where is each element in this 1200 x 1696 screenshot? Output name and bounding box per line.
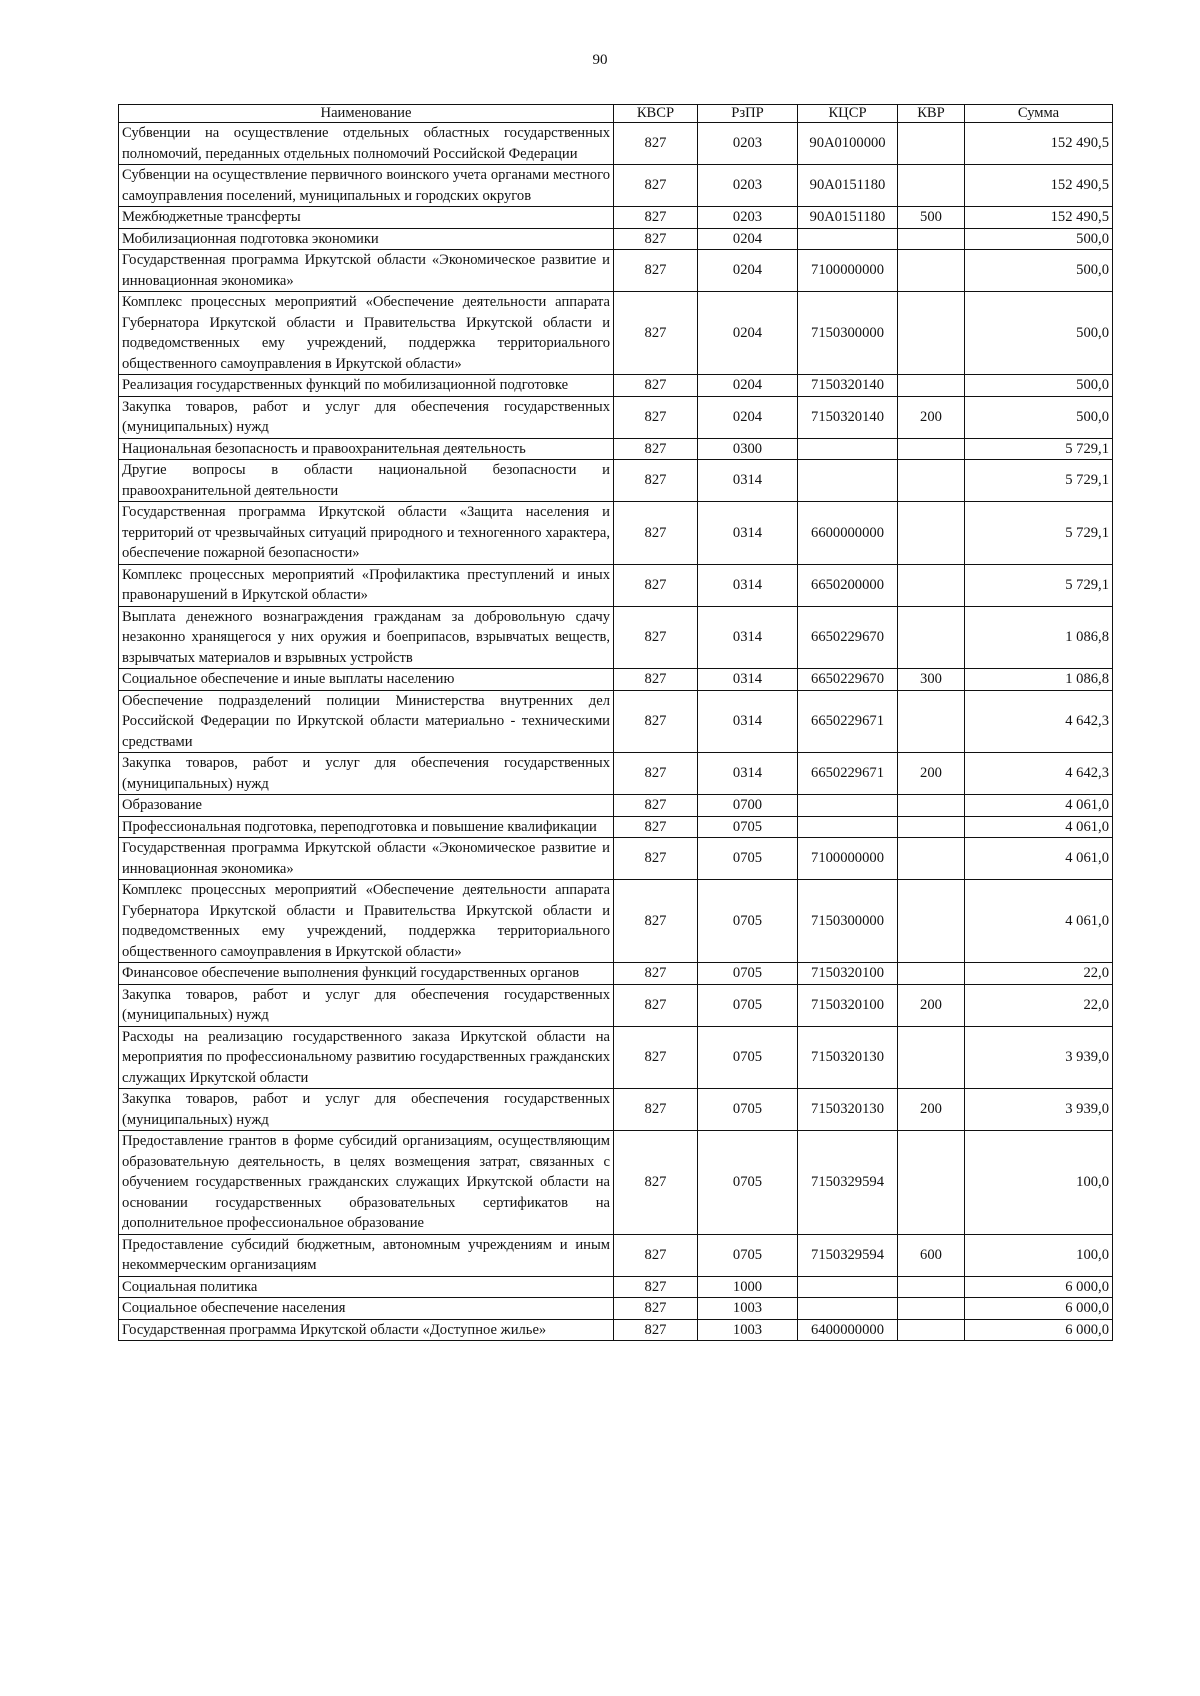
cell-rzpr: 0314 (698, 753, 798, 795)
cell-kvsr: 827 (614, 816, 698, 838)
cell-kcsr (798, 1298, 898, 1320)
cell-kvr (898, 1026, 965, 1089)
cell-name: Комплекс процессных мероприятий «Обеспечение деятельности аппарата Губернатора Иркутской области и Правительства Иркутской области и подведомственных ему учреждений, поддержка территориального общественного самоуправления в Иркутской области» (119, 292, 614, 375)
cell-kvr: 200 (898, 753, 965, 795)
cell-rzpr: 1003 (698, 1319, 798, 1341)
cell-kvr: 200 (898, 1089, 965, 1131)
cell-kvr (898, 1298, 965, 1320)
cell-name: Государственная программа Иркутской области «Защита населения и территорий от чрезвычайных ситуаций природного и техногенного характера, обеспечение пожарной безопасности» (119, 502, 614, 565)
cell-kcsr: 90А0151180 (798, 165, 898, 207)
table-row (119, 123, 1113, 165)
cell-kvsr: 827 (614, 1131, 698, 1235)
cell-kvr (898, 123, 965, 165)
cell-kcsr: 7150300000 (798, 292, 898, 375)
cell-kcsr (798, 460, 898, 502)
table-row (119, 838, 1113, 880)
cell-name: Социальное обеспечение и иные выплаты населению (119, 669, 614, 691)
cell-rzpr: 0204 (698, 292, 798, 375)
cell-name: Социальная политика (119, 1276, 614, 1298)
cell-kvsr: 827 (614, 880, 698, 963)
cell-kvr (898, 795, 965, 817)
cell-rzpr: 0705 (698, 1234, 798, 1276)
cell-sum: 22,0 (965, 963, 1113, 985)
cell-kvr (898, 816, 965, 838)
cell-name: Мобилизационная подготовка экономики (119, 228, 614, 250)
cell-kvsr: 827 (614, 795, 698, 817)
cell-rzpr: 0314 (698, 690, 798, 753)
cell-name: Закупка товаров, работ и услуг для обеспечения государственных (муниципальных) нужд (119, 396, 614, 438)
cell-kcsr: 6650229670 (798, 606, 898, 669)
cell-kvr (898, 250, 965, 292)
cell-sum: 3 939,0 (965, 1089, 1113, 1131)
table-row (119, 165, 1113, 207)
cell-sum: 4 061,0 (965, 880, 1113, 963)
table-row (119, 438, 1113, 460)
header-sum: Сумма (965, 105, 1113, 123)
cell-kvsr: 827 (614, 123, 698, 165)
table-row (119, 502, 1113, 565)
cell-sum: 152 490,5 (965, 165, 1113, 207)
header-name: Наименование (119, 105, 614, 123)
cell-kcsr (798, 1276, 898, 1298)
cell-kcsr: 90А0151180 (798, 207, 898, 229)
cell-rzpr: 0705 (698, 838, 798, 880)
cell-sum: 4 061,0 (965, 816, 1113, 838)
cell-rzpr: 0203 (698, 207, 798, 229)
cell-rzpr: 0705 (698, 816, 798, 838)
cell-kvr (898, 1276, 965, 1298)
cell-kvr (898, 963, 965, 985)
cell-name: Предоставление грантов в форме субсидий организациям, осуществляющим образовательную деятельность, в целях возмещения затрат, связанных с обучением государственных гражданских служащих Иркутской области на основании государственных образовательных сертификатов на дополнительное профессиональное образование (119, 1131, 614, 1235)
cell-name: Субвенции на осуществление первичного воинского учета органами местного самоуправления поселений, муниципальных и городских округов (119, 165, 614, 207)
cell-kvr (898, 292, 965, 375)
cell-rzpr: 0705 (698, 880, 798, 963)
cell-kvsr: 827 (614, 1234, 698, 1276)
cell-kcsr: 7150320100 (798, 984, 898, 1026)
cell-rzpr: 0705 (698, 1131, 798, 1235)
cell-kvsr: 827 (614, 606, 698, 669)
table-row (119, 606, 1113, 669)
cell-name: Реализация государственных функций по мобилизационной подготовке (119, 375, 614, 397)
cell-rzpr: 0314 (698, 669, 798, 691)
header-rzpr: РзПР (698, 105, 798, 123)
cell-sum: 152 490,5 (965, 123, 1113, 165)
table-row (119, 984, 1113, 1026)
cell-kcsr: 6650200000 (798, 564, 898, 606)
table-body (119, 123, 1113, 1341)
cell-rzpr: 0705 (698, 1089, 798, 1131)
cell-name: Комплекс процессных мероприятий «Обеспечение деятельности аппарата Губернатора Иркутской области и Правительства Иркутской области и подведомственных ему учреждений, поддержка территориального общественного самоуправления в Иркутской области» (119, 880, 614, 963)
cell-kvsr: 827 (614, 228, 698, 250)
cell-rzpr: 0203 (698, 123, 798, 165)
table-row (119, 1298, 1113, 1320)
cell-kvr (898, 880, 965, 963)
cell-name: Закупка товаров, работ и услуг для обеспечения государственных (муниципальных) нужд (119, 984, 614, 1026)
cell-kcsr: 7150320100 (798, 963, 898, 985)
page-number: 90 (592, 52, 608, 68)
cell-kvr (898, 838, 965, 880)
cell-kcsr: 6650229671 (798, 753, 898, 795)
cell-kvsr: 827 (614, 207, 698, 229)
table-row (119, 460, 1113, 502)
cell-rzpr: 0204 (698, 396, 798, 438)
cell-name: Комплекс процессных мероприятий «Профилактика преступлений и иных правонарушений в Иркутской области» (119, 564, 614, 606)
cell-kcsr: 6650229671 (798, 690, 898, 753)
cell-name: Финансовое обеспечение выполнения функций государственных органов (119, 963, 614, 985)
cell-sum: 5 729,1 (965, 502, 1113, 565)
cell-kvsr: 827 (614, 502, 698, 565)
cell-kvsr: 827 (614, 1276, 698, 1298)
cell-kvr (898, 606, 965, 669)
cell-kvr (898, 228, 965, 250)
cell-sum: 4 642,3 (965, 690, 1113, 753)
cell-kcsr: 90А0100000 (798, 123, 898, 165)
cell-kvr (898, 375, 965, 397)
cell-sum: 4 061,0 (965, 838, 1113, 880)
cell-rzpr: 0204 (698, 250, 798, 292)
cell-kvr (898, 460, 965, 502)
cell-name: Обеспечение подразделений полиции Министерства внутренних дел Российской Федерации по Иркутской области материально - техническими средствами (119, 690, 614, 753)
cell-kvr: 500 (898, 207, 965, 229)
cell-name: Государственная программа Иркутской области «Доступное жилье» (119, 1319, 614, 1341)
cell-sum: 6 000,0 (965, 1276, 1113, 1298)
cell-rzpr: 0300 (698, 438, 798, 460)
table-row (119, 816, 1113, 838)
table-row (119, 753, 1113, 795)
cell-kcsr: 7150320130 (798, 1026, 898, 1089)
cell-kcsr (798, 438, 898, 460)
table-row (119, 250, 1113, 292)
cell-name: Профессиональная подготовка, переподготовка и повышение квалификации (119, 816, 614, 838)
cell-kcsr: 7150300000 (798, 880, 898, 963)
table-row (119, 1319, 1113, 1341)
cell-kvsr: 827 (614, 396, 698, 438)
table-row (119, 1276, 1113, 1298)
cell-kcsr: 7150329594 (798, 1234, 898, 1276)
cell-kcsr: 6400000000 (798, 1319, 898, 1341)
cell-kcsr (798, 816, 898, 838)
cell-sum: 1 086,8 (965, 669, 1113, 691)
cell-name: Государственная программа Иркутской области «Экономическое развитие и инновационная экономика» (119, 250, 614, 292)
cell-kvr: 200 (898, 396, 965, 438)
cell-rzpr: 0700 (698, 795, 798, 817)
cell-kcsr: 7150329594 (798, 1131, 898, 1235)
cell-rzpr: 0203 (698, 165, 798, 207)
cell-rzpr: 0705 (698, 1026, 798, 1089)
cell-sum: 6 000,0 (965, 1298, 1113, 1320)
cell-sum: 6 000,0 (965, 1319, 1113, 1341)
cell-sum: 500,0 (965, 250, 1113, 292)
cell-kvr (898, 564, 965, 606)
cell-kvsr: 827 (614, 1319, 698, 1341)
cell-kvsr: 827 (614, 690, 698, 753)
cell-kvsr: 827 (614, 460, 698, 502)
cell-kvr (898, 502, 965, 565)
cell-sum: 500,0 (965, 292, 1113, 375)
cell-rzpr: 0314 (698, 564, 798, 606)
cell-name: Субвенции на осуществление отдельных областных государственных полномочий, переданных отдельных полномочий Российской Федерации (119, 123, 614, 165)
cell-sum: 500,0 (965, 396, 1113, 438)
table-row (119, 690, 1113, 753)
cell-kvsr: 827 (614, 564, 698, 606)
header-kcsr: КЦСР (798, 105, 898, 123)
cell-kcsr (798, 795, 898, 817)
cell-kcsr: 7150320140 (798, 375, 898, 397)
cell-kvr (898, 1319, 965, 1341)
table-row (119, 880, 1113, 963)
table-row (119, 564, 1113, 606)
cell-sum: 5 729,1 (965, 460, 1113, 502)
cell-rzpr: 0314 (698, 460, 798, 502)
cell-rzpr: 0314 (698, 502, 798, 565)
budget-table (118, 104, 1113, 1341)
cell-kvsr: 827 (614, 292, 698, 375)
cell-kcsr: 7150320140 (798, 396, 898, 438)
cell-sum: 5 729,1 (965, 438, 1113, 460)
cell-name: Государственная программа Иркутской области «Экономическое развитие и инновационная экономика» (119, 838, 614, 880)
cell-name: Расходы на реализацию государственного заказа Иркутской области на мероприятия по профессиональному развитию государственных гражданских служащих Иркутской области (119, 1026, 614, 1089)
cell-sum: 22,0 (965, 984, 1113, 1026)
cell-kvsr: 827 (614, 984, 698, 1026)
cell-name: Другие вопросы в области национальной безопасности и правоохранительной деятельности (119, 460, 614, 502)
cell-sum: 100,0 (965, 1131, 1113, 1235)
cell-rzpr: 0204 (698, 228, 798, 250)
cell-kvsr: 827 (614, 669, 698, 691)
cell-rzpr: 0705 (698, 963, 798, 985)
cell-name: Предоставление субсидий бюджетным, автономным учреждениям и иным некоммерческим организациям (119, 1234, 614, 1276)
cell-rzpr: 1000 (698, 1276, 798, 1298)
cell-kvsr: 827 (614, 753, 698, 795)
cell-kcsr: 6600000000 (798, 502, 898, 565)
table-row (119, 228, 1113, 250)
cell-kcsr: 7150320130 (798, 1089, 898, 1131)
cell-kcsr: 7100000000 (798, 250, 898, 292)
cell-sum: 4 642,3 (965, 753, 1113, 795)
cell-sum: 1 086,8 (965, 606, 1113, 669)
table-row (119, 1089, 1113, 1131)
cell-sum: 5 729,1 (965, 564, 1113, 606)
cell-sum: 500,0 (965, 228, 1113, 250)
table-row (119, 963, 1113, 985)
table-row (119, 292, 1113, 375)
cell-kvsr: 827 (614, 165, 698, 207)
cell-sum: 100,0 (965, 1234, 1113, 1276)
cell-kvsr: 827 (614, 438, 698, 460)
cell-name: Образование (119, 795, 614, 817)
cell-kvr (898, 1131, 965, 1235)
table-row (119, 375, 1113, 397)
cell-kvsr: 827 (614, 1026, 698, 1089)
cell-kvr: 600 (898, 1234, 965, 1276)
cell-name: Закупка товаров, работ и услуг для обеспечения государственных (муниципальных) нужд (119, 753, 614, 795)
cell-rzpr: 1003 (698, 1298, 798, 1320)
table-row (119, 1026, 1113, 1089)
cell-kvsr: 827 (614, 963, 698, 985)
cell-kvr (898, 165, 965, 207)
table-header-row (119, 105, 1113, 123)
cell-name: Межбюджетные трансферты (119, 207, 614, 229)
cell-rzpr: 0705 (698, 984, 798, 1026)
table-row (119, 1131, 1113, 1235)
cell-kvsr: 827 (614, 1298, 698, 1320)
cell-kvr: 300 (898, 669, 965, 691)
header-kvsr: КВСР (614, 105, 698, 123)
cell-name: Национальная безопасность и правоохранительная деятельность (119, 438, 614, 460)
cell-kvsr: 827 (614, 838, 698, 880)
cell-name: Социальное обеспечение населения (119, 1298, 614, 1320)
header-kvr: КВР (898, 105, 965, 123)
table-row (119, 207, 1113, 229)
cell-name: Закупка товаров, работ и услуг для обеспечения государственных (муниципальных) нужд (119, 1089, 614, 1131)
cell-kvr: 200 (898, 984, 965, 1026)
table-row (119, 396, 1113, 438)
table-row (119, 795, 1113, 817)
cell-sum: 500,0 (965, 375, 1113, 397)
cell-kvsr: 827 (614, 375, 698, 397)
cell-kvr (898, 690, 965, 753)
cell-name: Выплата денежного вознаграждения гражданам за добровольную сдачу незаконно хранящегося у них оружия и боеприпасов, взрывчатых веществ, взрывчатых материалов и взрывных устройств (119, 606, 614, 669)
cell-sum: 4 061,0 (965, 795, 1113, 817)
table-row (119, 1234, 1113, 1276)
cell-rzpr: 0204 (698, 375, 798, 397)
table-row (119, 669, 1113, 691)
cell-kvsr: 827 (614, 250, 698, 292)
cell-kcsr: 7100000000 (798, 838, 898, 880)
cell-kcsr (798, 228, 898, 250)
cell-sum: 3 939,0 (965, 1026, 1113, 1089)
cell-rzpr: 0314 (698, 606, 798, 669)
cell-kvsr: 827 (614, 1089, 698, 1131)
cell-sum: 152 490,5 (965, 207, 1113, 229)
cell-kcsr: 6650229670 (798, 669, 898, 691)
cell-kvr (898, 438, 965, 460)
